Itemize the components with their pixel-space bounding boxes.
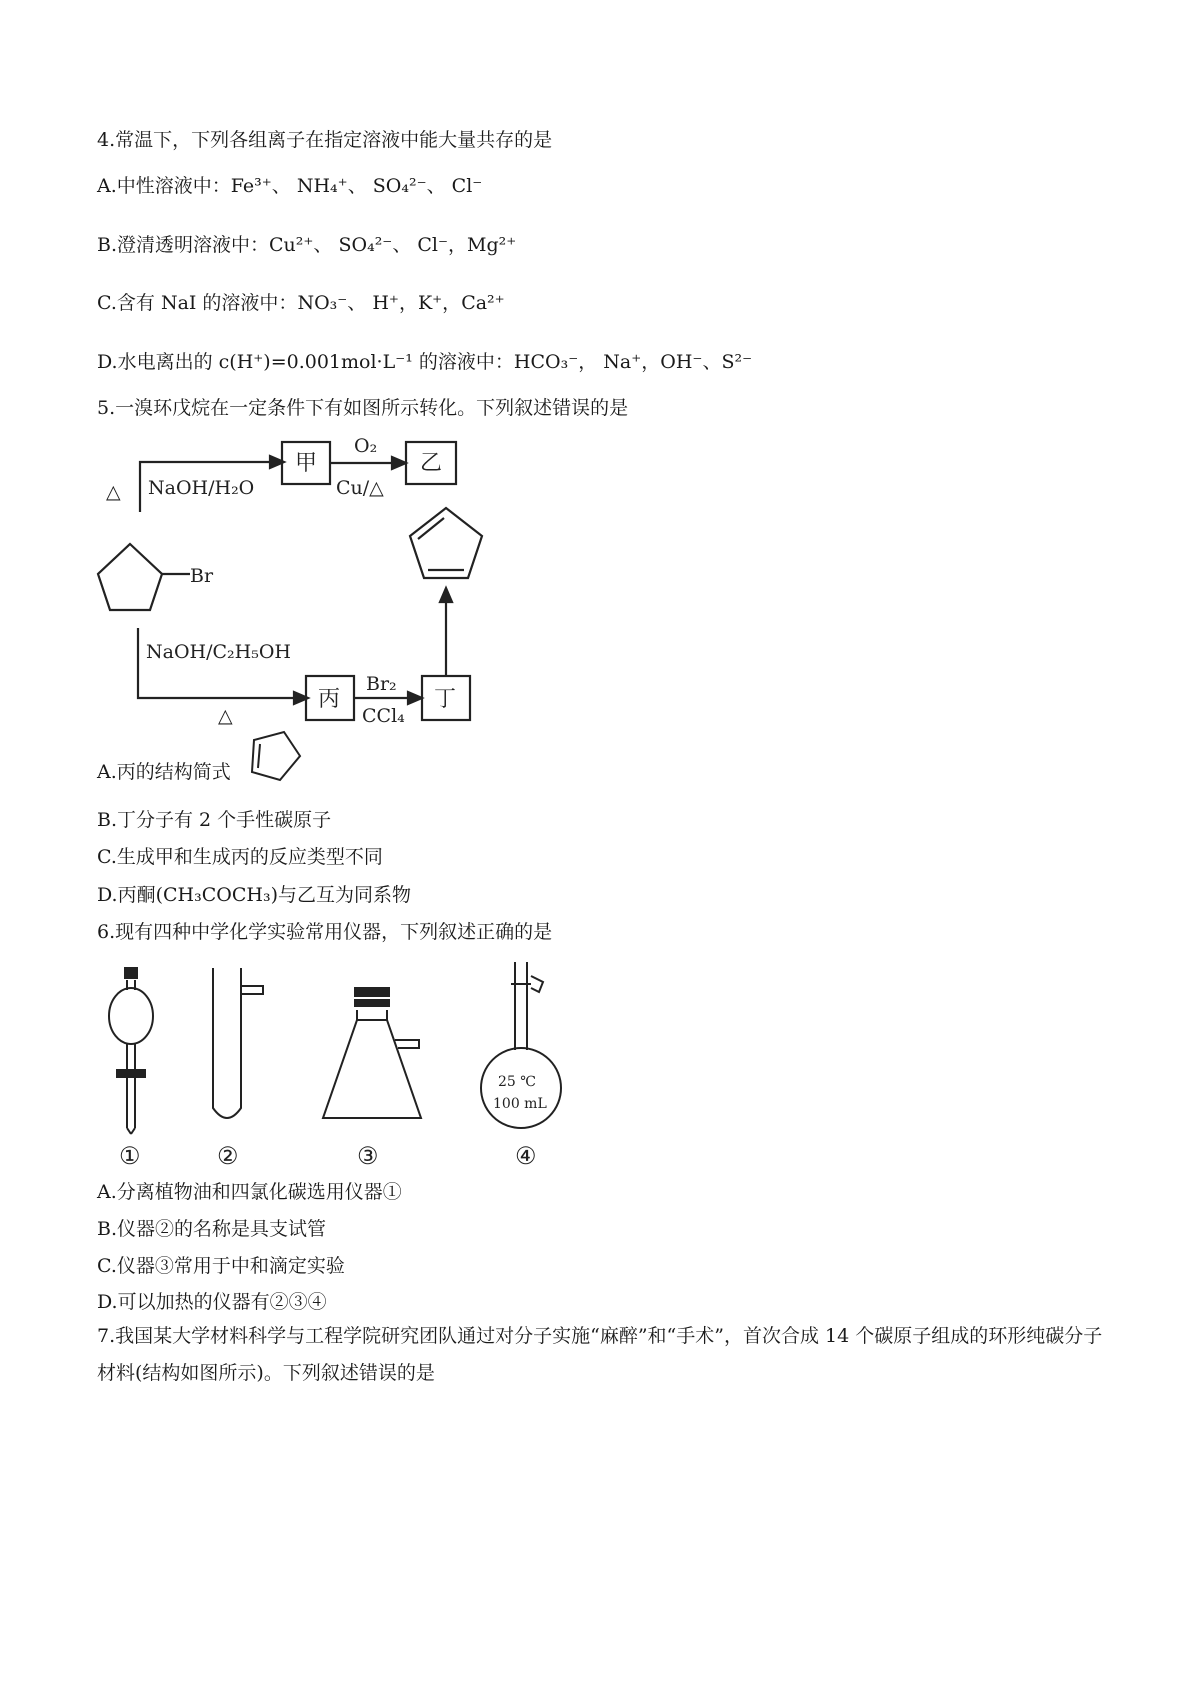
q7-stem: 7.我国某大学材料科学与工程学院研究团队通过对分子实施“麻醉”和“手术”，首次合成 14 个碳原子组成的环形纯碳分子材料(结构如图所示)。下列叙述错误的是: [97, 1325, 1103, 1384]
q4-b-ion-3: Cl⁻，: [417, 234, 468, 256]
br-label: Br: [190, 565, 214, 587]
branch-test-tube-icon: [213, 968, 263, 1118]
arrow-to-ding: [408, 692, 422, 704]
q4-c-prefix: C.含有 NaI 的溶液中：: [97, 292, 298, 314]
q5-reaction-diagram: [90, 432, 530, 762]
q4-b-ion-4: Mg²⁺: [467, 234, 517, 256]
q4-c-ion-1: NO₃⁻、: [297, 292, 367, 314]
q6-option-d: D.可以加热的仪器有②③④: [97, 1291, 327, 1313]
heat-bottom: △: [218, 705, 233, 727]
q6-stem: 6.现有四种中学化学实验常用仪器，下列叙述正确的是: [97, 921, 553, 943]
q4-a-prefix: A.中性溶液中：: [97, 175, 231, 197]
flask-temp-label: 25 ℃: [498, 1074, 536, 1090]
q4-c-ion-3: K⁺，: [417, 292, 462, 314]
separatory-funnel-icon: [109, 968, 153, 1134]
cyclopentane-ring: [98, 544, 162, 610]
q4-stem: 4.常温下，下列各组离子在指定溶液中能大量共存的是: [97, 129, 553, 151]
q4-d-ion-2: Na⁺，: [603, 351, 661, 373]
cu-heat-label: Cu/△: [336, 477, 384, 499]
q4-d-ion-1: HCO₃⁻，: [513, 351, 598, 373]
apparatus-label-4: ④: [515, 1142, 537, 1170]
br2-label: Br₂: [366, 673, 397, 695]
q4-a-ion-3: SO₄²⁻、: [372, 175, 446, 197]
reagent-bottom: NaOH/C₂H₅OH: [146, 641, 291, 663]
q4-a-ion-1: Fe³⁺、: [230, 175, 291, 197]
box-bing: 丙: [318, 687, 341, 712]
q4-d-ion-4: S²⁻: [721, 351, 753, 373]
q6-option-c: C.仪器③常用于中和滴定实验: [97, 1255, 345, 1277]
apparatus-label-2: ②: [217, 1142, 239, 1170]
q4-d-prefix: D.水电离出的 c(H⁺)=0.001mol·L⁻¹ 的溶液中：: [97, 351, 514, 373]
o2-label: O₂: [354, 435, 378, 457]
q4-c-ion-4: Ca²⁺: [461, 292, 505, 314]
q4-c-ion-2: H⁺，: [372, 292, 418, 314]
ccl4-label: CCl₄: [362, 705, 405, 727]
q4-b-prefix: B.澄清透明溶液中：: [97, 234, 270, 256]
suction-flask-icon: [323, 988, 421, 1118]
q4-option-a: [97, 174, 482, 198]
apparatus-label-1: ①: [119, 1142, 141, 1170]
arrow-to-yi: [392, 457, 406, 469]
heat-top: △: [106, 481, 121, 503]
bottom-branch-line: [138, 628, 294, 698]
q4-d-ion-3: OH⁻、: [660, 351, 722, 373]
flask-vol-label: 100 mL: [493, 1096, 547, 1112]
reagent-top: NaOH/H₂O: [148, 477, 255, 499]
cyclopentadiene-ring: [410, 508, 482, 578]
box-yi: 乙: [420, 451, 443, 476]
q5-option-b: B.丁分子有 2 个手性碳原子: [97, 809, 332, 831]
q6-apparatus-diagram: [95, 958, 655, 1188]
q5-option-d: D.丙酮(CH₃COCH₃)与乙互为同系物: [97, 884, 411, 906]
q4-option-c: [97, 291, 505, 315]
apparatus-label-3: ③: [357, 1142, 379, 1170]
q4-b-ion-2: SO₄²⁻、: [338, 234, 412, 256]
q5-option-a-structure: [244, 728, 308, 788]
arrow-to-cyclopentadiene: [440, 588, 452, 602]
q4-option-b: [97, 233, 516, 257]
q5-option-c: C.生成甲和生成丙的反应类型不同: [97, 846, 383, 868]
q5-a-text: A.丙的结构简式: [97, 761, 231, 783]
q6-option-b: B.仪器②的名称是具支试管: [97, 1218, 327, 1240]
q6-option-a: A.分离植物油和四氯化碳选用仪器①: [97, 1181, 402, 1203]
q4-b-ion-1: Cu²⁺、: [269, 234, 333, 256]
q4-a-ion-2: NH₄⁺、: [296, 175, 367, 197]
q4-option-d: [97, 350, 752, 374]
box-jia: 甲: [295, 451, 318, 476]
q5-option-a: [97, 760, 231, 784]
q5-stem: 5.一溴环戊烷在一定条件下有如图所示转化。下列叙述错误的是: [97, 397, 629, 419]
double-bond-1: [418, 518, 444, 539]
box-ding: 丁: [434, 687, 457, 712]
q4-a-ion-4: Cl⁻: [451, 175, 483, 197]
